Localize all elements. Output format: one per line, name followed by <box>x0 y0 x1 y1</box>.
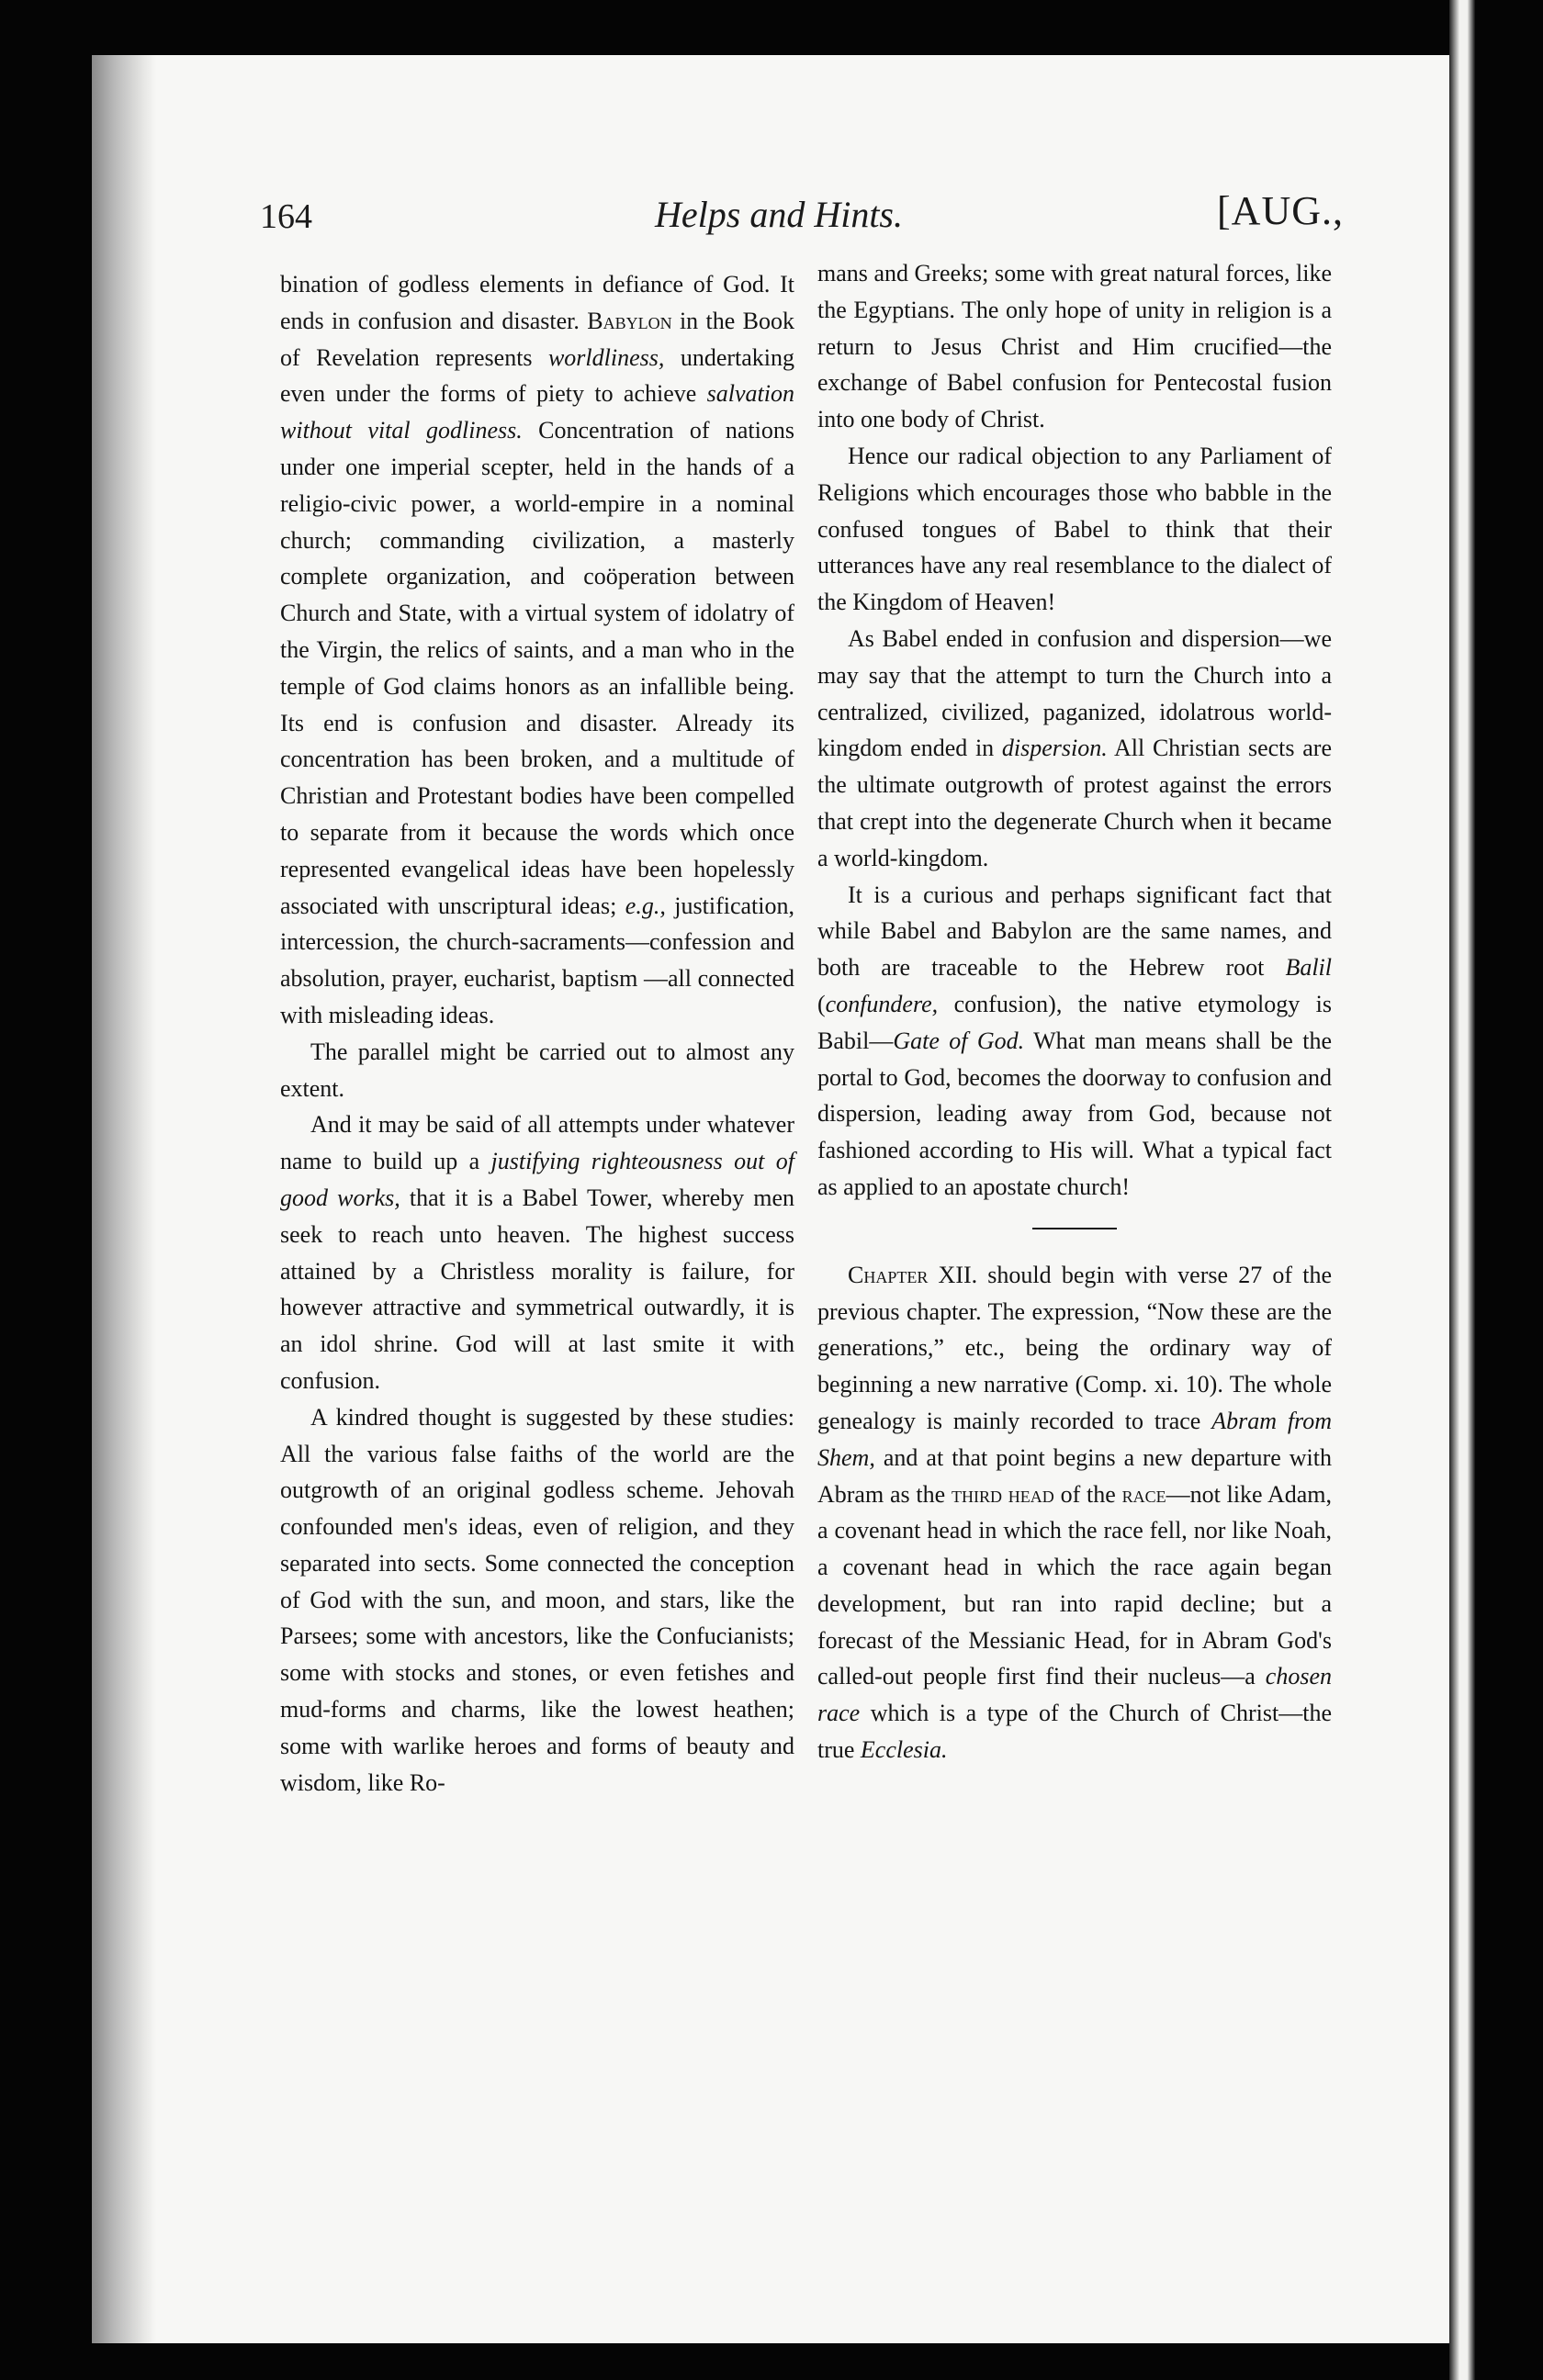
paragraph: It is a curious and perhaps significant fact that while Babel and Babylon are the same names, and both are traceable to the Hebrew root Balil (confundere, confusion), the native etymology is Babil—Gate of God. What man means shall be the portal to God, becomes the doorway to confusion and dispersion, leading away from God, because not fashioned according to His will. What a typical fact as applied to an apostate church! <box>817 881 1332 1200</box>
small-caps-term: Babylon <box>587 307 672 334</box>
section-divider <box>1032 1228 1117 1229</box>
italic-term: worldliness, <box>547 343 665 371</box>
italic-term: chosen race <box>817 1663 1332 1727</box>
italic-term: Abram from Shem, <box>817 1407 1332 1471</box>
paragraph: And it may be said of all attempts under whatever name to build up a justifying righteousness out of good works, that it is a Babel Tower, whereby men seek to reach unto heaven. The highest success attained by a Christless morality is failure, for however attractive and symmetrical outwardly, it is an idol shrine. God will at last smite it with confusion. <box>280 1111 794 1394</box>
small-caps-term: Chapter <box>848 1261 929 1288</box>
small-caps-term: third head <box>952 1480 1054 1508</box>
paragraph: Hence our radical objection to any Parliament of Religions which encourages those who babble in the confused tongues of Babel to think that their utterances have any real resemblance to the dialect of the Kingdom of Heaven! <box>817 442 1332 616</box>
left-column <box>280 266 794 1801</box>
running-title: Helps and Hints. <box>655 194 903 235</box>
running-head <box>260 188 1344 248</box>
paragraph: The parallel might be carried out to almost any extent. <box>280 1038 794 1102</box>
italic-term: confundere, <box>825 990 939 1017</box>
paragraph: bination of godless elements in defiance of God. It ends in confusion and disaster. Babylon in the Book of Revelation represents worldliness, undertaking even under the forms of piety to achieve salvation without vital godliness. Concentration of nations under one imperial scepter, held in the hands of a religio-civic power, a world-empire in a nominal church; commanding civilization, a masterly complete organization, and coöperation between Church and State, with a virtual system of idolatry of the Virgin, the relics of saints, and a man who in the temple of God claims honors as an infallible being. Its end is confusion and disaster. Already its concentration has been broken, and a multitude of Christian and Protestant bodies have been compelled to separate from it because the words which once represented evangelical ideas have been hopelessly associated with unscriptural ideas; e.g., justification, intercession, the church-sacraments—confession and absolution, prayer, eucharist, baptism —all connected with misleading ideas. <box>280 271 795 1028</box>
italic-term: Balil <box>1285 954 1332 982</box>
small-caps-term: race <box>1121 1480 1166 1508</box>
right-column <box>817 255 1332 1768</box>
running-month: [AUG., <box>1217 188 1344 233</box>
paragraph: A kindred thought is suggested by these studies: All the various false faiths of the world are the outgrowth of an original godless scheme. Jehovah confounded men's ideas, even of religion, and they separated into sects. Some connected the conception of God with the sun, and moon, and stars, like the Parsees; some with ancestors, like the Confucianists; some with stocks and stones, or even fetishes and mud-forms and charms, like the lowest heathen; some with warlike heroes and forms of beauty and wisdom, like Ro- <box>280 1403 794 1796</box>
italic-term: dispersion. <box>1001 735 1108 762</box>
italic-term: e.g., <box>625 892 666 919</box>
italic-term: Ecclesia. <box>860 1736 948 1764</box>
page-gutter-shadow <box>92 55 156 2343</box>
italic-term: salvation without vital godliness. <box>280 380 794 444</box>
italic-term: Gate of God. <box>893 1027 1025 1054</box>
paragraph: As Babel ended in confusion and dispersion—we may say that the attempt to turn the Church into a centralized, civilized, paganized, idolatrous world-kingdom ended in dispersion. All Christian sects are the ultimate outgrowth of protest against the errors that crept into the degenerate Church when it became a world-kingdom. <box>817 624 1332 871</box>
italic-term: justifying righteousness out of good works, <box>280 1148 794 1211</box>
next-page-edge <box>1449 0 1475 2380</box>
paragraph: mans and Greeks; some with great natural forces, like the Egyptians. The only hope of unity in religion is a return to Jesus Christ and Him crucified—the exchange of Babel confusion for Pentecostal fusion into one body of Christ. <box>817 260 1332 433</box>
page-number: 164 <box>260 197 312 236</box>
paragraph: Chapter XII. should begin with verse 27 of the previous chapter. The expression, “Now these are the generations,” etc., being the ordinary way of beginning a new narrative (Comp. xi. 10). The whole genealogy is mainly recorded to trace Abram from Shem, and at that point begins a new departure with Abram as the third head of the race—not like Adam, a covenant head in which the race fell, nor like Noah, a covenant head in which the race again began development, but ran into rapid decline; but a forecast of the Messianic Head, for in Abram God's called-out people first find their nucleus—a chosen race which is a type of the Church of Christ—the true Ecclesia. <box>817 1261 1332 1764</box>
